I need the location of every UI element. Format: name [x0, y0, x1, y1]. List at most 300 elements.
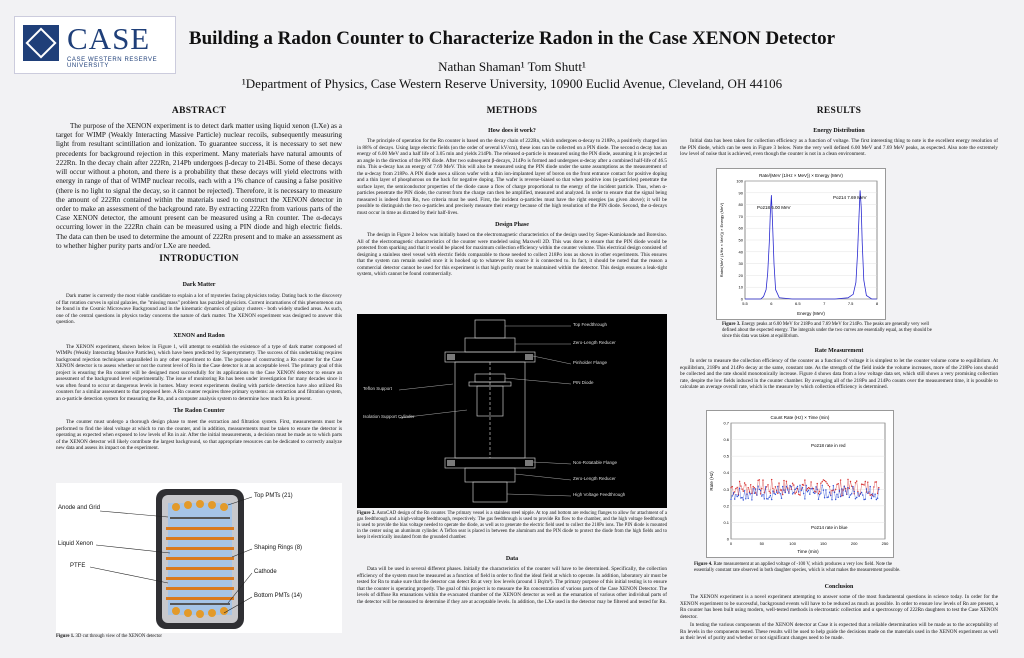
- rate-x-tick: 250: [881, 541, 889, 546]
- abstract-heading: ABSTRACT: [171, 106, 227, 116]
- rate-point-1: [872, 493, 873, 494]
- rate-section: [680, 348, 998, 391]
- rate-point-1: [760, 490, 761, 491]
- rate-point-1: [824, 497, 825, 498]
- rate-point-1: [801, 490, 802, 491]
- spectrum-y-tick: 30: [738, 261, 743, 267]
- rate-point-1: [839, 490, 840, 491]
- rate-y-tick: 0.6: [723, 437, 729, 443]
- rate-point-1: [743, 499, 744, 500]
- spectrum-y-tick: 80: [738, 202, 743, 208]
- rate-point-0: [748, 487, 749, 488]
- rate-point-1: [851, 493, 852, 494]
- fig2-label-pin-diode: PIN Diode: [573, 380, 594, 385]
- rate-point-1: [782, 486, 783, 487]
- rate-point-1: [870, 486, 871, 487]
- fig2-label-zero-length-reducer-top: Zero-Length Reducer: [573, 340, 616, 345]
- poster-title: Building a Radon Counter to Characterize Radon in the Case XENON Detector: [188, 28, 836, 49]
- rate-point-1: [798, 491, 799, 492]
- introduction-section: [56, 254, 342, 452]
- rate-point-0: [778, 482, 779, 483]
- results-heading: RESULTS: [816, 106, 862, 116]
- spectrum-y-tick: 60: [738, 225, 743, 231]
- data-text: Data will be used in several different phases. Initially the characteristics of the counter will have to be determined. Specifically, the collection efficiency of the system must be measured as a function of field in order to find the ideal field at which to operate. In addition, laboratory air must be tested for Rn to make sure that the detector can detect Rn at very low levels (around 1 Bq/m³). The primary purpose of this initial testing is to ensure that the counter is operating properly. The goal of this project is to measure the Rn concentration of various parts of the Case XENON Detector. The levels of diffuse Rn emanations within the evacuated chamber of the XENON detector as well as the emanation of various other individual parts of the detector will be measured to determine if they are at acceptable levels. In addition, the LXe used in the detector may be filtered and tested for Rn.: [357, 566, 667, 605]
- rate-point-1: [754, 493, 755, 494]
- rate-point-1: [757, 486, 758, 487]
- spectrum-x-tick: 7: [823, 301, 826, 306]
- rate-point-1: [876, 499, 877, 500]
- rate-point-0: [817, 483, 818, 484]
- rate-point-0: [783, 480, 784, 481]
- rate-point-0: [878, 487, 879, 488]
- introduction-heading: INTRODUCTION: [159, 254, 239, 264]
- rate-point-0: [732, 486, 733, 487]
- rate-point-0: [836, 484, 837, 485]
- rate-point-1: [806, 485, 807, 486]
- conclusion-heading: Conclusion: [824, 584, 854, 590]
- rate-point-1: [765, 486, 766, 487]
- spectrum-y-tick: 50: [738, 237, 743, 243]
- rn-counter-cad-drawing: [357, 314, 667, 508]
- rate-point-1: [860, 493, 861, 494]
- radon-counter-text: The counter must undergo a thorough design phase to meet the extraction and filtration system. First, measurements must be performed to find the ideal voltage at which to run the counter, and in addition, measurements must be taken to ensure the detector is operating as expected when exposed to low levels of Rn in air. After the initial measurements, a decision must be made as to which parts of the XENON detector will likely contribute the largest background, so that appropriate resources can be dedicated to correctly analyze new data and assess its impact on the experiment.: [56, 419, 342, 451]
- dark-matter-heading: Dark Matter: [182, 282, 216, 288]
- rate-point-1: [865, 499, 866, 500]
- figure-4-rate-plot: [706, 410, 894, 558]
- spectrum-x-tick: 7.5: [847, 301, 854, 306]
- rate-point-0: [794, 493, 795, 494]
- rate-point-1: [818, 499, 819, 500]
- rate-point-0: [759, 479, 760, 480]
- rate-point-0: [754, 487, 755, 488]
- rate-point-1: [842, 495, 843, 496]
- fig2-label-hv-feedthrough: High Voltage Feedthrough: [573, 492, 626, 497]
- rate-point-1: [826, 497, 827, 498]
- rate-point-1: [838, 497, 839, 498]
- rate-point-1: [730, 499, 731, 500]
- design-heading: Design Phase: [495, 222, 529, 228]
- case-logo: [14, 16, 176, 74]
- rate-y-tick: 0.5: [723, 453, 729, 459]
- rate-point-1: [868, 491, 869, 492]
- rate-point-1: [766, 498, 767, 499]
- spectrum-xlabel: Energy (MeV): [797, 311, 825, 316]
- spectrum-y-tick: 20: [738, 272, 743, 278]
- rate-point-0: [809, 488, 810, 489]
- fig2-label-top-feedthrough: Top Feedthrough: [573, 322, 608, 327]
- rate-point-0: [874, 481, 875, 482]
- rate-point-0: [867, 482, 868, 483]
- fig1-label-cathode: Cathode: [254, 569, 277, 575]
- rate-point-1: [771, 499, 772, 500]
- figure-1: [56, 483, 342, 633]
- rate-point-1: [735, 494, 736, 495]
- rate-point-1: [858, 496, 859, 497]
- rate-point-1: [871, 498, 872, 499]
- rate-point-0: [741, 488, 742, 489]
- rate-point-0: [861, 484, 862, 485]
- rate-point-0: [753, 486, 754, 487]
- rate-point-1: [830, 495, 831, 496]
- rate-point-0: [798, 494, 799, 495]
- rate-point-1: [749, 492, 750, 493]
- rate-point-0: [766, 486, 767, 487]
- figure-1-caption-text: 3D cut through view of the XENON detector: [74, 634, 162, 639]
- fig1-label-ptfe: PTFE: [70, 563, 86, 569]
- rate-y-tick: 0.4: [723, 470, 729, 476]
- rate-point-1: [792, 493, 793, 494]
- energy-text: Initial data has been taken for collection efficiency as a function of voltage. The first interesting thing to note is the excellent energy resolution of the PIN diode, which can be seen in Figure 3 below. Note the very well defined 6.00 MeV and 7.69 MeV peaks, as expected. Also note the extremely low level of noise that is achieved, even though the counter is not in a clean environment.: [680, 138, 998, 157]
- radon-counter-heading: The Radon Counter: [173, 408, 225, 414]
- rate-point-0: [802, 484, 803, 485]
- rate-point-1: [739, 488, 740, 489]
- rate-point-1: [847, 487, 848, 488]
- spectrum-y-tick: 70: [738, 213, 743, 219]
- rate-point-1: [761, 495, 762, 496]
- rate-point-0: [808, 487, 809, 488]
- rate-point-1: [753, 488, 754, 489]
- rate-point-1: [780, 493, 781, 494]
- rate-y-tick: 0.7: [723, 420, 729, 426]
- rate-point-1: [785, 492, 786, 493]
- rate-point-0: [835, 489, 836, 490]
- fig1-label-anode-grid: Anode and Grid: [58, 505, 101, 511]
- rate-point-0: [782, 494, 783, 495]
- rate-point-1: [849, 497, 850, 498]
- spectrum-y-tick: 0: [740, 296, 743, 302]
- rate-point-1: [825, 489, 826, 490]
- rate-point-0: [780, 489, 781, 490]
- rate-point-1: [819, 494, 820, 495]
- rate-point-0: [873, 486, 874, 487]
- methods-section: [357, 106, 667, 278]
- rate-point-1: [845, 490, 846, 491]
- rate-point-1: [808, 490, 809, 491]
- rate-ylabel: Rate (Hz): [709, 471, 714, 491]
- data-heading: Data: [505, 556, 519, 562]
- figure-2-caption: [357, 511, 667, 541]
- rate-point-1: [769, 497, 770, 498]
- rate-title: Count Rate (Hz) × Time (min): [770, 415, 830, 420]
- rate-x-tick: 50: [759, 541, 765, 546]
- rate-point-1: [786, 486, 787, 487]
- figure-2-caption-text: AutoCAD design of the Rn counter. The primary vessel is a stainless steel nipple. At top and bottom are reducing flanges to allow for attachment of a gas feedthrough and a high-voltage feedthrough, respectively. The gas feedthrough is used to provide Rn flow to the chamber, and the high voltage feedthrough is used to provide the bias voltage needed to operate the diode, as well as to generate the electric field used to collect the 218Po ions. The PIN diode is mounted in the center using an aluminum cylinder. A Teflon seat is placed in between the aluminum and the PIN diode to protect the diode from the high fields and to keep it electrically insulated from the grounded chamber.: [357, 511, 667, 540]
- fig2-label-zero-length-reducer-bottom: Zero-Length Reducer: [573, 476, 616, 481]
- rate-point-0: [813, 488, 814, 489]
- spectrum-x-tick: 8: [875, 301, 879, 306]
- poster-affiliation: ¹Department of Physics, Case Western Reserve University, 10900 Euclid Avenue, Cleveland, OH 44106: [241, 76, 783, 91]
- rate-point-1: [740, 497, 741, 498]
- figure-2: [357, 314, 667, 508]
- rate-point-0: [850, 481, 851, 482]
- rate-point-1: [873, 496, 874, 497]
- rate-point-0: [855, 482, 856, 483]
- rate-point-0: [771, 479, 772, 480]
- rate-point-0: [876, 481, 877, 482]
- spectrum-annot-po218: Po218 6.00 MeV: [757, 205, 791, 210]
- rate-xlabel: Time (min): [797, 549, 819, 554]
- rate-point-0: [775, 486, 776, 487]
- rate-point-0: [734, 491, 735, 492]
- rate-point-0: [730, 487, 731, 488]
- rate-point-1: [867, 493, 868, 494]
- rate-point-0: [804, 479, 805, 480]
- rate-point-1: [787, 489, 788, 490]
- rate-point-0: [820, 483, 821, 484]
- rate-point-1: [748, 498, 749, 499]
- rate-annot-po214: Po214 rate in blue: [811, 525, 848, 530]
- logo-subtitle: CASE WESTERN RESERVE UNIVERSITY: [67, 57, 158, 69]
- rate-point-0: [737, 487, 738, 488]
- rate-point-0: [822, 481, 823, 482]
- rate-point-1: [750, 493, 751, 494]
- rate-point-1: [878, 489, 879, 490]
- rate-point-0: [828, 485, 829, 486]
- spectrum-x-tick: 5.5: [742, 301, 748, 306]
- rate-point-1: [831, 499, 832, 500]
- rate-point-1: [855, 498, 856, 499]
- rate-point-1: [791, 486, 792, 487]
- rate-point-1: [778, 492, 779, 493]
- figure-4-caption-text: Rate measurement at an applied voltage of -100 V, which produces a very low field. Note the essentially constant rate observed in both daughter species, which is what makes the measurement possible.: [694, 562, 901, 573]
- rate-text: In order to measure the collection efficiency of the counter as a function of voltage it is simplest to let the counter volume come to equilibrium. At equilibrium, 218Po and 214Po decay at the same, constant rate. As the strength of the field inside the volume increases, more of the 218Po ions should be collected and the rate should monotonically increase. Figure 4 shows data from a low voltage data set, which still shows a very promising collection rate, despite the low fields induced in the counter chamber. By averaging all of the 218Po and 214Po counts over the measurement time, it is possible to calculate an average overall rate, which is the measure by which collection efficiency is determined.: [680, 358, 998, 390]
- rate-point-0: [856, 480, 857, 481]
- rate-point-0: [761, 488, 762, 489]
- rate-point-1: [863, 499, 864, 500]
- rate-point-1: [833, 485, 834, 486]
- rate-point-1: [803, 493, 804, 494]
- rate-point-1: [810, 488, 811, 489]
- figure-3-caption-label: Figure 3.: [722, 322, 741, 327]
- rate-point-0: [757, 480, 758, 481]
- rate-point-1: [846, 494, 847, 495]
- rate-x-tick: 0: [729, 541, 733, 546]
- rate-point-1: [756, 494, 757, 495]
- figure-4-caption-label: Figure 4.: [694, 562, 713, 567]
- fig1-label-liquid-xenon: Liquid Xenon: [58, 541, 94, 547]
- rate-point-1: [829, 492, 830, 493]
- spectrum-y-tick: 10: [738, 284, 743, 290]
- rate-point-0: [803, 485, 804, 486]
- abstract-text: The purpose of the XENON experiment is to detect dark matter using liquid xenon (LXe) as a target for WIMP (Weakly Interacting Massive Particle) nuclear recoils, subsequently measuring light from resultant scintillation and ionization. To guarantee success, it is necessary to set new precedents for background rejection in this experiment. Many materials have natural amounts of 222Rn. In the decay chain after 222Rn, 214Pb undergoes β-decay to 214Bi. Some of these decays will occur without a photon, and there is a probability that these decays will yield electrons with energy in range of that of WIMP nuclear recoils, each with a 1% chance of causing a false positive (there is no light to signal the decay, so it cannot be rejected). Therefore, it is necessary to measure the amount of 222Rn contained within the materials used to construct the XENON detector in order to make an assessment of the background rate. By extracting 222Rn from various parts of the Case XENON detector, the amount present can be measured using a Rn counter. The α-decays occurring lower in the 222Rn chain can be measured using a PIN diode and high electric fields. The data can then be used to determine the amount of 222Rn present and to make an assessment as to whether higher purity parts and/or LXe are needed.: [56, 122, 342, 250]
- xenon-radon-heading: XENON and Radon: [173, 332, 225, 339]
- rate-point-1: [836, 494, 837, 495]
- rate-point-0: [831, 490, 832, 491]
- rate-point-0: [865, 481, 866, 482]
- rate-point-0: [824, 480, 825, 481]
- spectrum-annot-po214: Po214 7.69 MeV: [833, 195, 867, 200]
- rate-point-1: [793, 492, 794, 493]
- spectrum-title: Rate/(MeV (1/Hz × MeV)) × Energy (MeV): [759, 173, 843, 178]
- rate-point-0: [857, 491, 858, 492]
- fig2-label-isolation-support: Isolation Support Cylinder: [363, 414, 415, 419]
- fig2-label-teflon-support: Teflon Support: [363, 386, 393, 391]
- rate-point-1: [840, 496, 841, 497]
- figure-1-caption-label: Figure 1.: [56, 634, 75, 639]
- figure-4-caption: [694, 562, 908, 574]
- rate-point-0: [762, 479, 763, 480]
- spectrum-y-tick: 100: [736, 178, 743, 184]
- rate-point-0: [751, 493, 752, 494]
- rate-point-0: [849, 488, 850, 489]
- rate-point-1: [828, 496, 829, 497]
- rate-point-1: [850, 494, 851, 495]
- rate-point-1: [776, 491, 777, 492]
- rate-y-tick: 0: [726, 536, 729, 542]
- spectrum-x-tick: 6: [770, 301, 773, 306]
- rate-point-1: [820, 492, 821, 493]
- rate-point-0: [770, 492, 771, 493]
- spectrum-x-tick: 6.5: [795, 301, 801, 306]
- rate-point-0: [847, 479, 848, 480]
- rate-point-0: [823, 479, 824, 480]
- rate-point-1: [770, 495, 771, 496]
- rate-point-1: [862, 494, 863, 495]
- rate-point-0: [781, 489, 782, 490]
- rate-annot-po218: Po218 rate in red: [811, 443, 846, 448]
- rate-point-0: [870, 495, 871, 496]
- figure-3-caption-text: Energy peaks at 6.00 MeV for 218Po and 7.69 MeV for 214Po. The peaks are generally very well defined about the expected energy. The integrals under the two curves are essentially equal, as they should be since this data was taken at equilibrium.: [722, 322, 932, 339]
- rate-point-1: [788, 493, 789, 494]
- rate-point-1: [773, 493, 774, 494]
- rate-point-1: [741, 497, 742, 498]
- rate-x-tick: 200: [850, 541, 858, 546]
- rate-point-0: [739, 481, 740, 482]
- rate-point-0: [745, 484, 746, 485]
- rate-point-0: [743, 491, 744, 492]
- rate-point-0: [740, 485, 741, 486]
- rate-series-line-0: [731, 480, 879, 496]
- spectrum-y-tick: 90: [738, 190, 743, 196]
- rate-point-1: [759, 489, 760, 490]
- rate-point-1: [772, 490, 773, 491]
- rate-point-0: [767, 484, 768, 485]
- rate-point-1: [877, 498, 878, 499]
- fig2-label-pinholder-flange: Pinholder Flange: [573, 360, 608, 365]
- figure-3-energy-spectrum: [716, 168, 886, 320]
- rate-point-1: [746, 493, 747, 494]
- energy-heading: Energy Distribution: [813, 128, 865, 134]
- rate-point-1: [764, 498, 765, 499]
- rate-point-0: [838, 483, 839, 484]
- conclusion-text-2: In testing the various components of the XENON detector at Case it is expected that a reliable determination will be made as to the acceptability of Rn levels in the components tested. These results will be used to help guide the decisions made on the materials used in the XENON experiment as well as their level of purity and whether or not significant changes need to be made.: [680, 622, 998, 641]
- rate-point-1: [794, 489, 795, 490]
- rate-point-1: [809, 494, 810, 495]
- rate-point-1: [835, 499, 836, 500]
- rate-point-0: [769, 491, 770, 492]
- rate-point-1: [744, 490, 745, 491]
- rate-point-1: [861, 492, 862, 493]
- rate-point-1: [852, 486, 853, 487]
- abstract-section: [56, 106, 342, 251]
- rate-point-1: [802, 487, 803, 488]
- rate-point-0: [826, 483, 827, 484]
- rate-point-1: [781, 498, 782, 499]
- rate-point-0: [819, 491, 820, 492]
- methods-heading: METHODS: [486, 106, 538, 116]
- rate-point-1: [815, 486, 816, 487]
- rate-point-0: [841, 495, 842, 496]
- rate-point-0: [735, 488, 736, 489]
- rate-point-1: [807, 491, 808, 492]
- rate-point-0: [755, 492, 756, 493]
- rate-point-1: [777, 486, 778, 487]
- poster-authors: Nathan Shaman¹ Tom Shutt¹: [438, 59, 586, 74]
- rate-y-tick: 0.2: [723, 503, 729, 509]
- fig2-label-non-rotatable-flange: Non-Rotatable Flange: [573, 460, 618, 465]
- energy-spectrum-chart: [717, 169, 885, 319]
- rate-point-1: [733, 492, 734, 493]
- data-section: [357, 556, 667, 605]
- rate-point-0: [744, 482, 745, 483]
- rate-x-tick: 150: [820, 541, 827, 546]
- figure-1-caption: [56, 634, 342, 640]
- rate-point-0: [750, 484, 751, 485]
- rate-point-0: [851, 486, 852, 487]
- rate-point-1: [823, 490, 824, 491]
- rate-point-1: [767, 498, 768, 499]
- fig1-label-shaping-rings: Shaping Rings (8): [254, 545, 303, 551]
- rate-point-1: [844, 486, 845, 487]
- rate-plot-frame: [731, 423, 885, 539]
- rate-point-1: [775, 494, 776, 495]
- rate-point-0: [829, 486, 830, 487]
- fig1-label-top-pmts: Top PMTs (21): [254, 493, 293, 499]
- rate-point-0: [810, 481, 811, 482]
- rate-scatter-chart: [707, 411, 893, 557]
- how-heading: How does it work?: [488, 128, 536, 134]
- rate-point-1: [854, 491, 855, 492]
- rate-point-1: [755, 488, 756, 489]
- rate-x-tick: 100: [789, 541, 796, 546]
- rate-point-1: [796, 488, 797, 489]
- rate-point-1: [814, 493, 815, 494]
- rate-point-1: [734, 498, 735, 499]
- rate-y-tick: 0.3: [723, 486, 729, 492]
- rate-point-1: [762, 494, 763, 495]
- xenon-radon-text: The XENON experiment, shown below in Figure 1, will attempt to establish the existence of a type of dark matter composed of WIMPs (Weakly Interacting Massive Particles), which have been predicted by Supersymmetry. The success of this undertaking requires background rejection techniques unparalleled in any other experiment to date. The purpose of constructing a Rn counter for the Case XENON detector is to assess whether or not the current level of Rn in the Case detector is at an acceptable level. The primary goal of this project is ensuring the Rn counter will be designed most successfully for its applications to the Case XENON detector to ensure an assessment of the background level experimentally. The issue of monitoring Rn has been under investigation for many decades since it was often found to occur at dangerous levels in homes. Many recent experiments dealing with particle detection have also utilized Rn counters for a similar assessment to that proposed here. A Rn counter requires three primary systems: an extraction and filtration system, an α-particle detection system for measuring the Rn, and a computer analysis system to determine how much Rn is present.: [56, 343, 342, 402]
- rate-point-1: [799, 485, 800, 486]
- rate-point-0: [825, 481, 826, 482]
- rate-point-1: [789, 485, 790, 486]
- rate-point-1: [751, 499, 752, 500]
- conclusion-text-1: The XENON experiment is a novel experiment attempting to answer some of the most fundamental questions in science today. In order for the XENON experiment to be successful, background events will have to be reduced as much as possible. In order to ensure low levels of Rn are present, a Rn counter has been built using modern, well-tested methods in electrostatic collection and α spectroscopy of 222Rn daughters to test the Case XENON detector.: [680, 594, 998, 620]
- rate-point-1: [804, 498, 805, 499]
- results-section: [680, 106, 998, 158]
- rate-point-1: [834, 492, 835, 493]
- rate-point-1: [856, 497, 857, 498]
- rate-point-1: [813, 492, 814, 493]
- fig1-label-bottom-pmts: Bottom PMTs (14): [254, 593, 303, 599]
- rate-point-0: [815, 491, 816, 492]
- rate-point-0: [799, 494, 800, 495]
- rate-heading: Rate Measurement: [814, 348, 864, 354]
- rate-point-1: [812, 488, 813, 489]
- how-text: The principle of operation for the Rn counter is based on the decay chain of 222Rn, which undergoes α-decay to 218Po, a positively charged ion in 88% of decays. Using large electric fields (on the order of several kV/cm), these ions can be collected on a PIN diode. The second α decay has an energy of 6.00 MeV and a half life of 3.05 min and yields 214Pb. The released α-particle is measured using the PIN diode, assuming it is projected at an angle in the direction of the PIN diode. After two subsequent β-decays, 214Po is formed and undergoes α-decay after a combined half-life of 46.5 min. This α-decay has an energy of 7.69 MeV. This will also be measured using the PIN diode under the same assumptions as the measurement of the α-decay from 218Po. A PIN diode uses a silicon wafer with a thin ion-implanted layer of boron on the front entrance contact for positive doping and a thin layer of phosphorous on the back for negative doping. The wafer is reverse-biased so that when positive ions (α-particles) penetrate the surface layer, the semiconductor properties of the diode cause a flow of charge proportional to the energy of the incident particle. Thus, when α-particles penetrate the PIN diode, the current from the charge can then be amplified, measured and analyzed. In order to ensure that the signal being measured is indeed from Rn, two criteria must be used. First, the incident α-particles must have the right energies (as given above); it will be possible to distinguish the two α-particles and precisely measure their energy because of the high resolution of the PIN diode. Second, the α-decays must occur in time as dictated by their half-lives.: [357, 138, 667, 216]
- spectrum-ylabel: Rate/(MeV (1/Hz × MeV)) × Energy (MeV): [719, 202, 724, 278]
- rate-point-1: [841, 488, 842, 489]
- rate-point-0: [772, 488, 773, 489]
- rate-point-0: [793, 484, 794, 485]
- rate-point-1: [817, 489, 818, 490]
- rate-point-0: [840, 479, 841, 480]
- rate-point-1: [857, 492, 858, 493]
- rate-point-1: [738, 495, 739, 496]
- rate-point-0: [792, 483, 793, 484]
- rate-y-tick: 0.1: [723, 519, 729, 525]
- rate-point-1: [745, 498, 746, 499]
- rate-point-1: [822, 485, 823, 486]
